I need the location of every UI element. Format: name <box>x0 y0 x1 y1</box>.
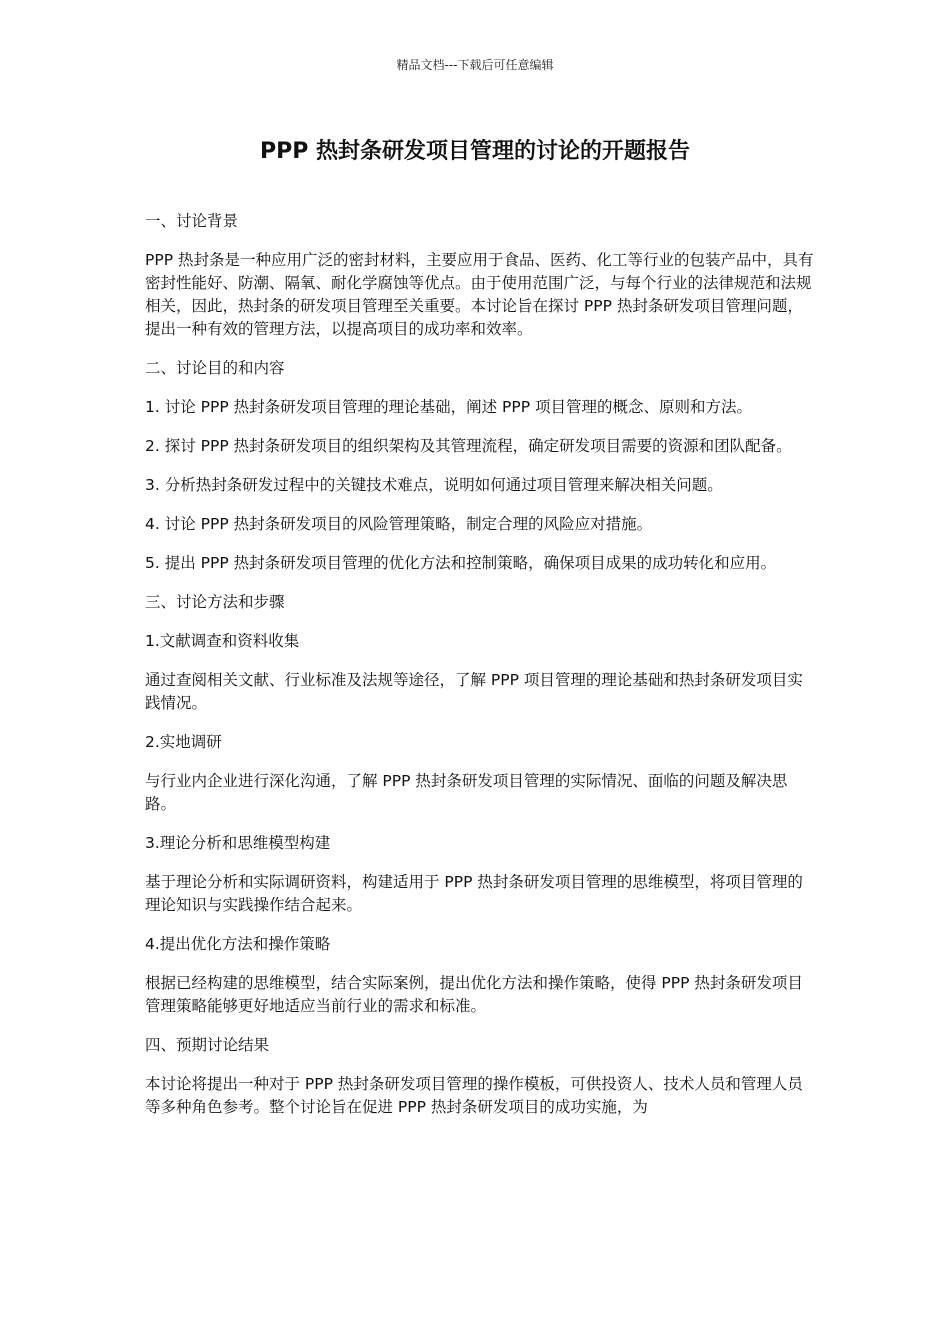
paragraph: 根据已经构建的思维模型，结合实际案例，提出优化方法和操作策略，使得 PPP 热封条研发项目管理策略能够更好地适应当前行业的需求和标准。 <box>145 974 803 1015</box>
section-heading: 四、预期讨论结果 <box>145 1036 270 1054</box>
paragraph: PPP 热封条是一种应用广泛的密封材料，主要应用于食品、医药、化工等行业的包装产品中，具有密封性能好、防潮、隔氧、耐化学腐蚀等优点。由于使用范围广泛，与每个行业的法律规范和法规相关，因此，热封条的研发项目管理至关重要。本讨论旨在探讨 PPP 热封条研发项目管理问题，提出一种有效的管理方法，以提高项目的成功率和效率。 <box>145 251 814 338</box>
document-title: PPP 热封条研发项目管理的讨论的开题报告 <box>259 139 691 164</box>
list-item: 5. 提出 PPP 热封条研发项目管理的优化方法和控制策略，确保项目成果的成功转化和应用。 <box>145 554 777 572</box>
list-item: 1. 讨论 PPP 热封条研发项目管理的理论基础，阐述 PPP 项目管理的概念、原则和方法。 <box>145 398 753 416</box>
paragraph: 本讨论将提出一种对于 PPP 热封条研发项目管理的操作模板，可供投资人、技术人员和管理人员等多种角色参考。整个讨论旨在促进 PPP 热封条研发项目的成功实施，为 <box>145 1075 803 1116</box>
page-header: 精品文档---下载后可任意编辑 <box>396 58 554 72</box>
list-item: 3. 分析热封条研发过程中的关键技术难点，说明如何通过项目管理来解决相关问题。 <box>145 476 723 494</box>
document-body <box>145 210 817 1135</box>
subheading: 4.提出优化方法和操作策略 <box>145 935 331 953</box>
paragraph: 通过查阅相关文献、行业标准及法规等途径，了解 PPP 项目管理的理论基础和热封条研发项目实践情况。 <box>145 671 803 712</box>
subheading: 1.文献调查和资料收集 <box>145 632 300 650</box>
paragraph: 基于理论分析和实际调研资料，构建适用于 PPP 热封条研发项目管理的思维模型，将项目管理的理论知识与实践操作结合起来。 <box>145 873 803 914</box>
paragraph: 与行业内企业进行深化沟通，了解 PPP 热封条研发项目管理的实际情况、面临的问题及解决思路。 <box>145 772 788 813</box>
list-item: 4. 讨论 PPP 热封条研发项目的风险管理策略，制定合理的风险应对措施。 <box>145 515 653 533</box>
list-item: 2. 探讨 PPP 热封条研发项目的组织架构及其管理流程，确定研发项目需要的资源和团队配备。 <box>145 437 792 455</box>
section-heading: 二、讨论目的和内容 <box>145 359 285 377</box>
subheading: 3.理论分析和思维模型构建 <box>145 834 331 852</box>
section-heading: 一、讨论背景 <box>145 212 239 230</box>
subheading: 2.实地调研 <box>145 733 222 751</box>
section-heading: 三、讨论方法和步骤 <box>145 593 285 611</box>
